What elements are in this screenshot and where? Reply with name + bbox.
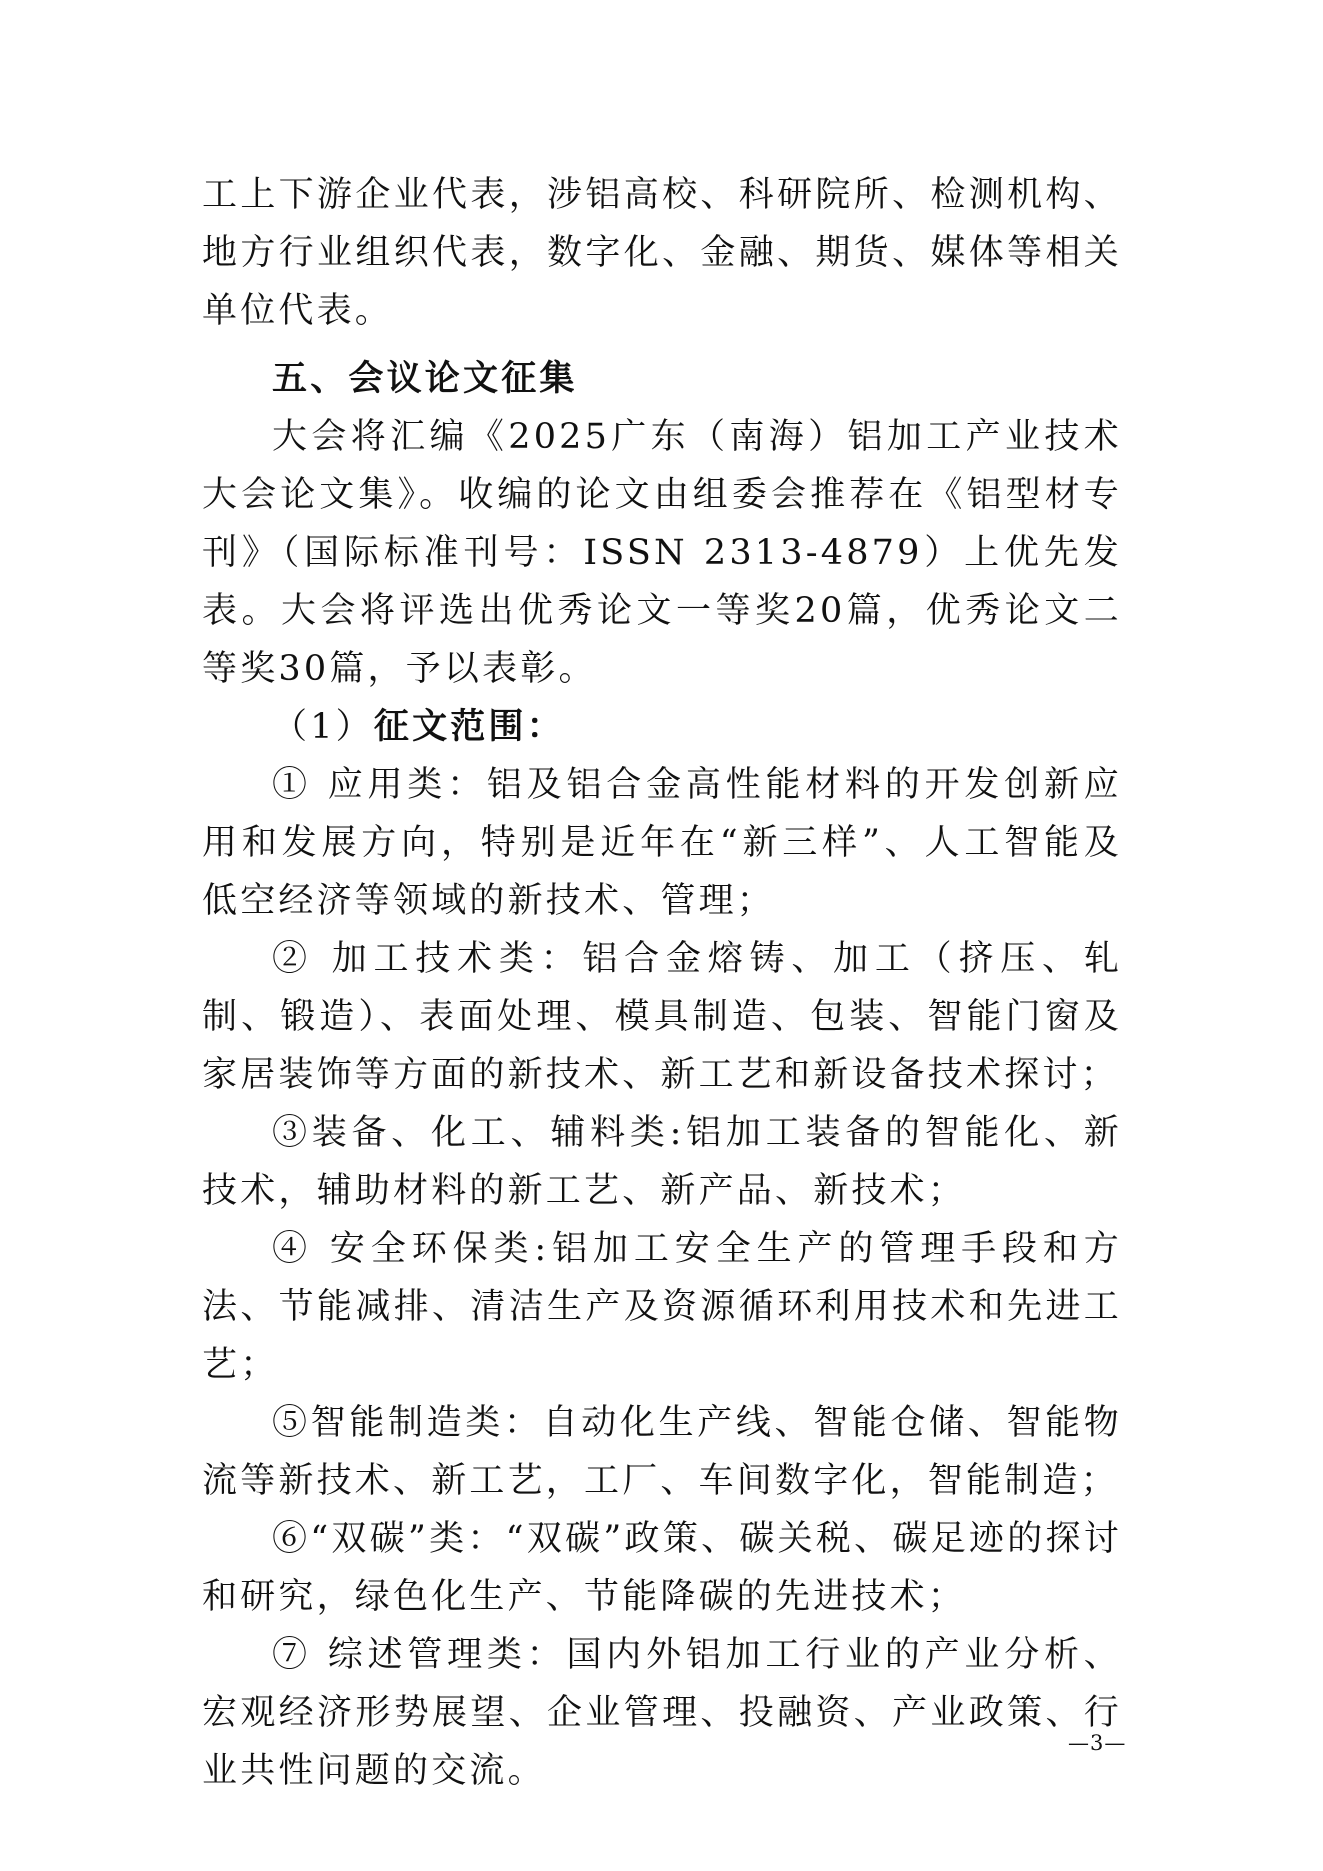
page-number: —3— [1068,1731,1127,1755]
document-page [202,166,1122,1800]
scope-item-review-management: ⑦ 综述管理类：国内外铝加工行业的产业分析、宏观经济形势展望、企业管理、投融资、产业政策、行业共性问题的交流。 [202,1635,1122,1791]
section-5-heading: 五、会议论文征集 [272,359,578,399]
scope-prefix: （1） [272,707,374,747]
scope-title: 征文范围： [373,707,565,747]
section-5-body: 大会将汇编《2025广东（南海）铝加工产业技术大会论文集》。收编的论文由组委会推荐在《铝型材专刊》（国际标准刊号：ISSN 2313-4879）上优先发表。大会将评选出优秀论文一等奖20篇，优秀论文二等奖30篇，予以表彰。 [202,417,1122,689]
scope-item-equipment-chemicals: ③装备、化工、辅料类:铝加工装备的智能化、新技术，辅助材料的新工艺、新产品、新技术； [202,1113,1122,1211]
scope-heading [202,698,1122,756]
scope-item-safety-environment: ④ 安全环保类:铝加工安全生产的管理手段和方法、节能减排、清洁生产及资源循环利用技术和先进工艺； [202,1229,1122,1385]
spacer [202,340,1122,350]
scope-item-dual-carbon: ⑥“双碳”类：“双碳”政策、碳关税、碳足迹的探讨和研究，绿色化生产、节能降碳的先进技术； [202,1519,1122,1617]
intro-continuation-paragraph: 工上下游企业代表，涉铝高校、科研院所、检测机构、地方行业组织代表，数字化、金融、期货、媒体等相关单位代表。 [202,175,1122,331]
scope-item-smart-manufacturing: ⑤智能制造类：自动化生产线、智能仓储、智能物流等新技术、新工艺，工厂、车间数字化，智能制造； [202,1403,1122,1501]
scope-item-processing-technology: ② 加工技术类：铝合金熔铸、加工（挤压、轧制、锻造）、表面处理、模具制造、包装、智能门窗及家居装饰等方面的新技术、新工艺和新设备技术探讨； [202,939,1122,1095]
scope-item-application: ① 应用类：铝及铝合金高性能材料的开发创新应用和发展方向，特别是近年在“新三样”、人工智能及低空经济等领域的新技术、管理； [202,765,1122,921]
